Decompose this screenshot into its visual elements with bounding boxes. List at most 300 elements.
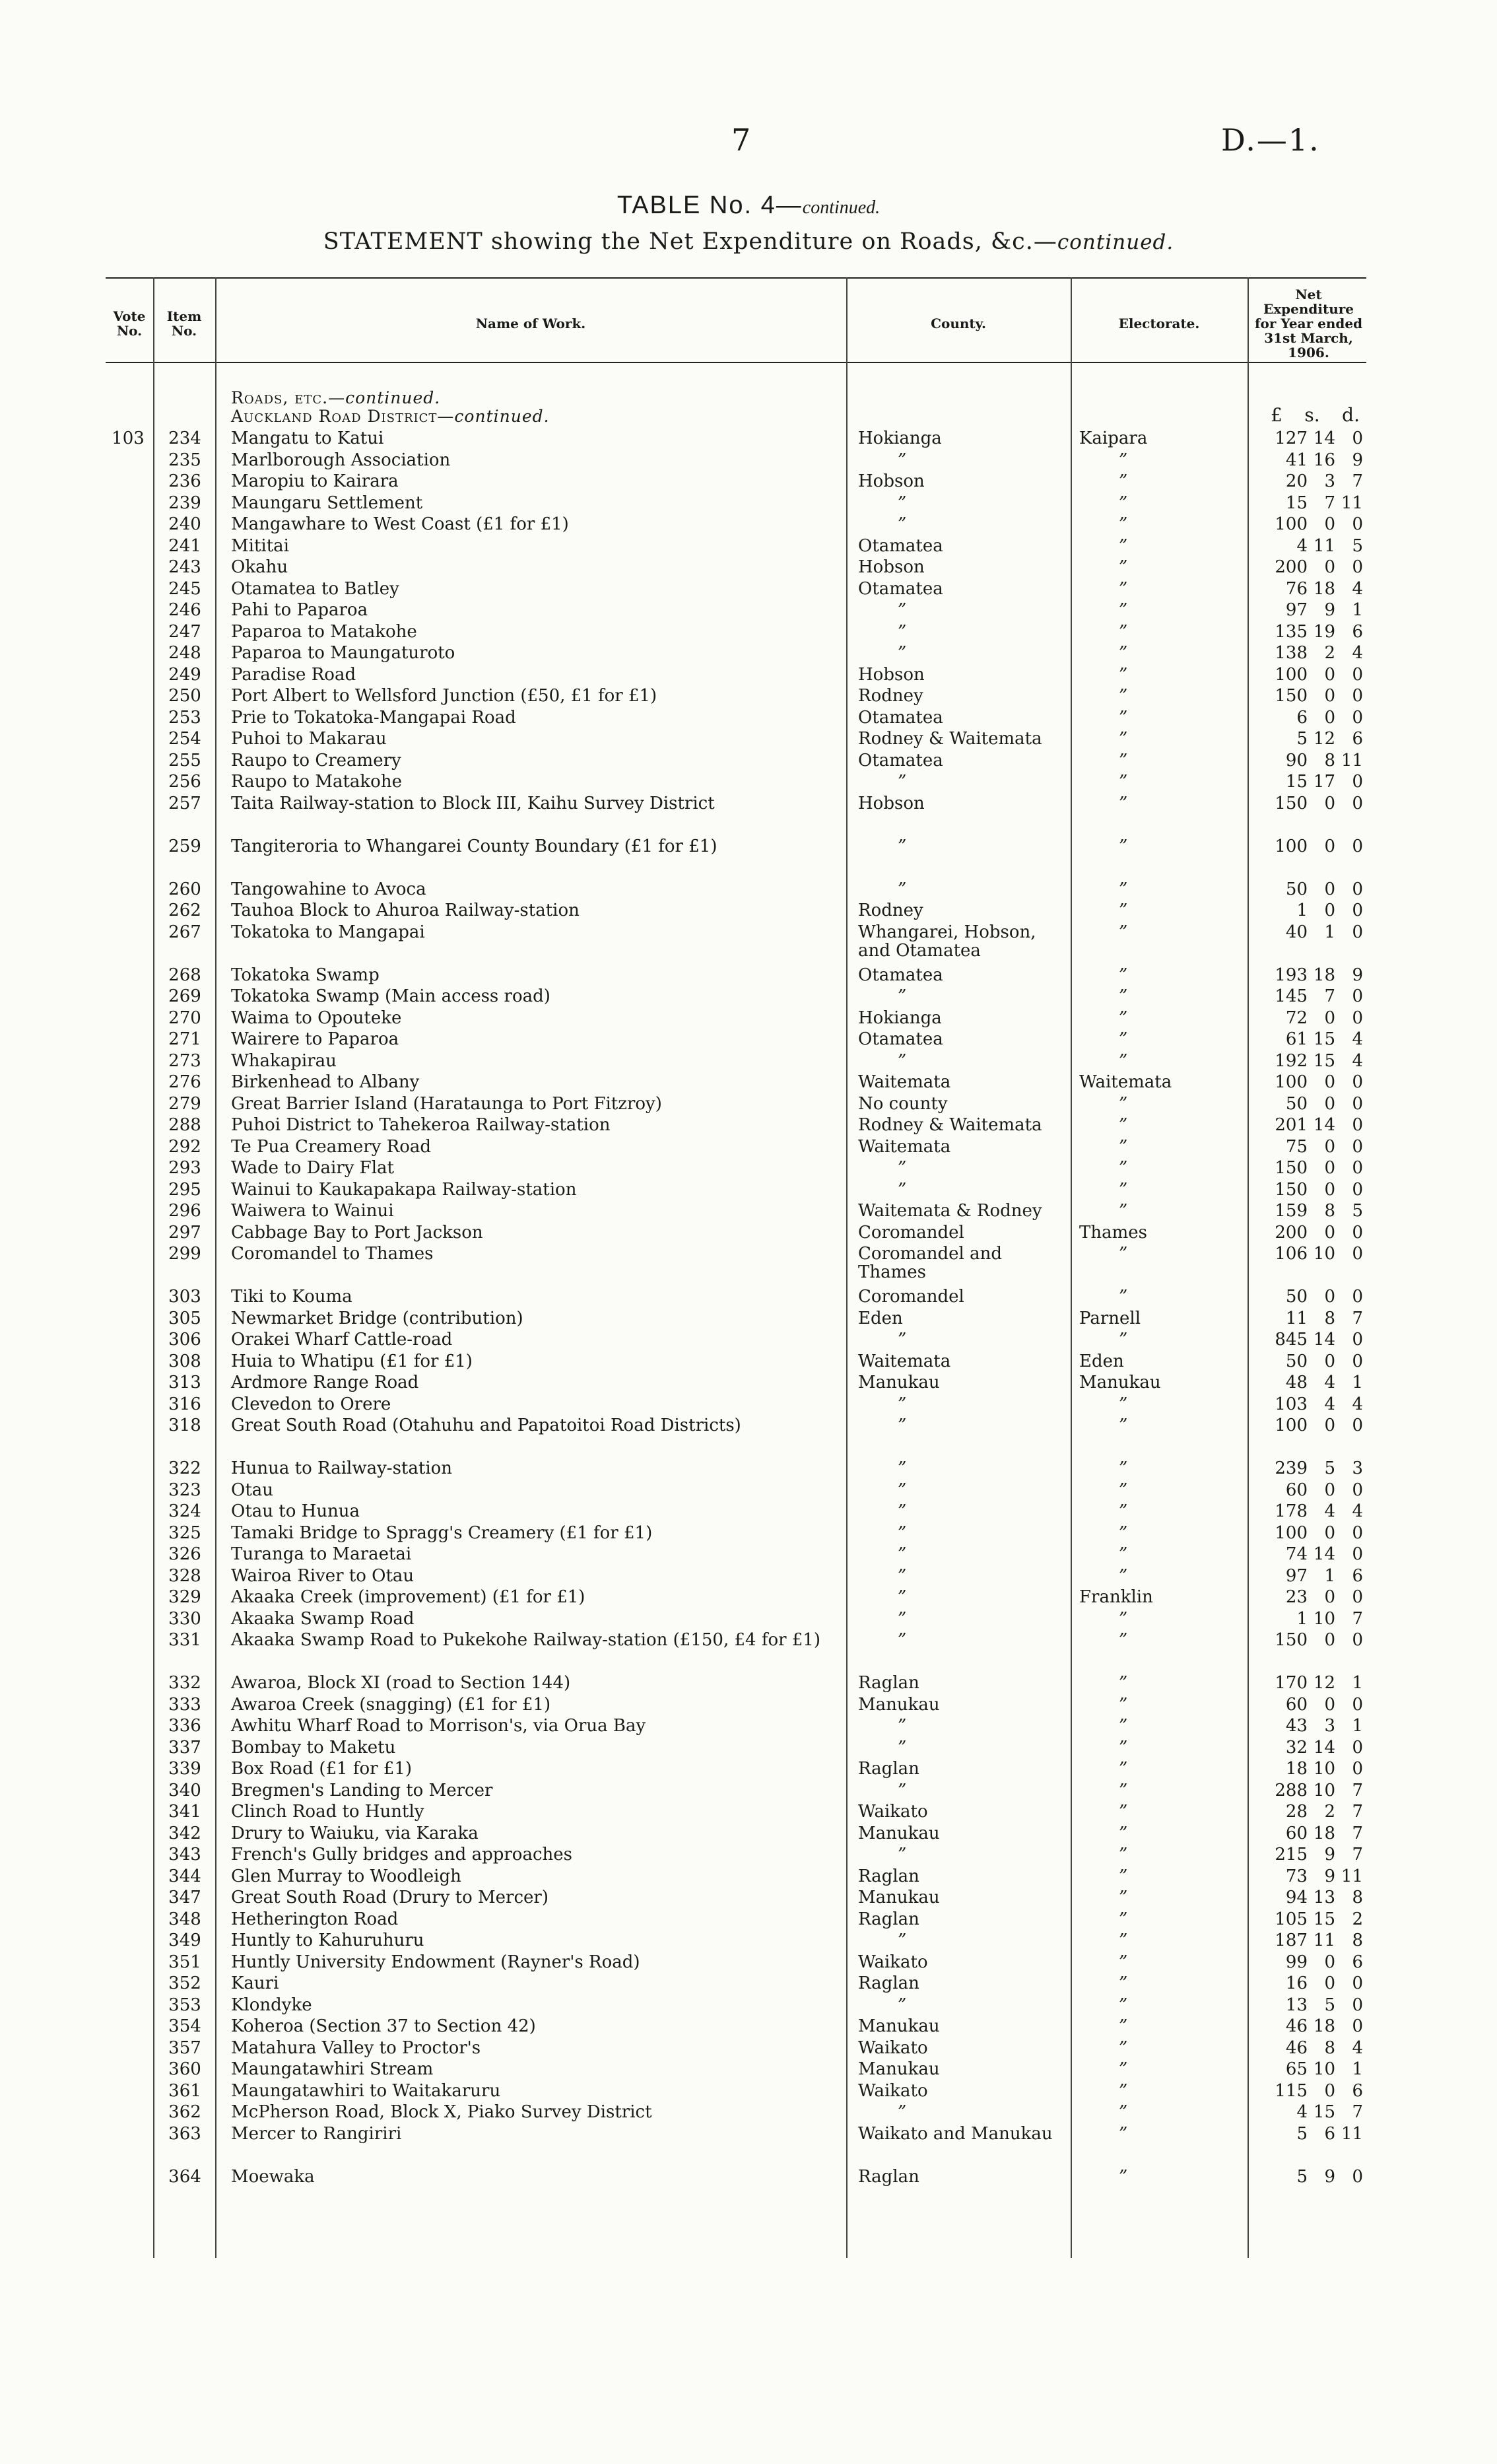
amount-pence: 0 <box>1352 1136 1363 1157</box>
work-name: Okahu <box>231 557 288 577</box>
amount-shillings: 8 <box>1324 750 1335 770</box>
table-top-rule <box>106 277 1366 279</box>
work-name: Awaroa, Block XI (road to Section 144) <box>231 1673 571 1693</box>
amount-pence: 11 <box>1341 2123 1363 2144</box>
item-number: 331 <box>168 1630 201 1650</box>
amount <box>1254 730 1363 748</box>
amount-pounds: 100 <box>1275 1523 1308 1543</box>
electorate-name: ” <box>1119 1480 1128 1500</box>
column-divider <box>153 277 154 2258</box>
amount-pounds: 150 <box>1275 1630 1308 1650</box>
work-name: Waima to Opouteke <box>231 1008 402 1028</box>
electorate-name: ” <box>1119 1093 1128 1114</box>
amount-shillings: 12 <box>1313 729 1335 749</box>
amount-shillings: 0 <box>1324 1630 1335 1650</box>
amount-pence: 7 <box>1352 1780 1363 1800</box>
electorate-name: ” <box>1119 1952 1128 1972</box>
amount-pence: 2 <box>1352 1909 1363 1929</box>
item-number: 305 <box>168 1308 201 1328</box>
amount-shillings: 0 <box>1324 664 1335 685</box>
amount-pounds: 50 <box>1285 1287 1308 1307</box>
county-name: ” <box>898 1565 907 1586</box>
county-name: Waitemata <box>858 1351 951 1371</box>
amount-shillings: 9 <box>1324 1866 1335 1886</box>
amount-shillings: 11 <box>1313 535 1335 556</box>
county-name: ” <box>898 1158 907 1178</box>
item-number: 340 <box>168 1780 201 1800</box>
work-name: Paradise Road <box>231 664 356 685</box>
work-name: Clinch Road to Huntly <box>231 1802 424 1822</box>
work-name: Tangiteroria to Whangarei County Boundary (£1 for £1) <box>231 836 717 856</box>
work-name: French's Gully bridges and approaches <box>231 1845 572 1865</box>
county-name: ” <box>898 1050 907 1071</box>
item-number: 348 <box>168 1909 201 1929</box>
amount-pounds: 845 <box>1275 1330 1308 1350</box>
amount-pounds: 170 <box>1275 1673 1308 1693</box>
amount-shillings: 0 <box>1324 1416 1335 1435</box>
amount-pence: 7 <box>1352 1308 1363 1328</box>
amount-shillings: 14 <box>1313 428 1335 448</box>
electorate-name: ” <box>1119 2016 1128 2036</box>
electorate-name: ” <box>1119 1416 1128 1435</box>
amount-pounds: 145 <box>1275 986 1308 1006</box>
county-name: ” <box>898 1737 907 1758</box>
electorate-name: ” <box>1119 1888 1128 1907</box>
amount <box>1254 1588 1363 1606</box>
amount-pounds: 150 <box>1275 1158 1308 1178</box>
county-name: Manukau <box>858 2059 940 2079</box>
column-divider <box>1071 277 1072 2258</box>
amount-shillings: 1 <box>1324 1565 1335 1586</box>
electorate-name: ” <box>1119 578 1128 599</box>
electorate-name: ” <box>1119 1630 1128 1650</box>
work-name: Akaaka Swamp Road to Pukekohe Railway-station (£150, £4 for £1) <box>231 1630 821 1650</box>
amount-shillings: 0 <box>1324 793 1335 813</box>
electorate-name: ” <box>1119 557 1128 577</box>
work-name: Paparoa to Maungaturoto <box>231 643 455 663</box>
electorate-name: ” <box>1119 2123 1128 2144</box>
electorate-name: ” <box>1119 1823 1128 1843</box>
electorate-name: ” <box>1119 471 1128 491</box>
work-name: Tokatoka Swamp <box>231 965 380 985</box>
table-subtitle-main: STATEMENT showing the Net Expenditure on Roads, &c.— <box>323 228 1057 255</box>
amount <box>1254 1159 1363 1177</box>
amount-pounds: 43 <box>1285 1716 1308 1736</box>
amount-pounds: 60 <box>1285 1480 1308 1500</box>
item-number: 339 <box>168 1759 201 1779</box>
amount-shillings: 8 <box>1324 1201 1335 1221</box>
amount-shillings: 8 <box>1324 1308 1335 1328</box>
county-name: Hokianga <box>858 428 942 448</box>
county-name: Manukau <box>858 1694 940 1715</box>
county-name: ” <box>898 1501 907 1521</box>
amount <box>1254 2168 1363 2186</box>
amount-shillings: 19 <box>1313 621 1335 642</box>
work-name: Raupo to Creamery <box>231 750 401 770</box>
amount-pence: 11 <box>1341 750 1363 770</box>
shillings-label: s. <box>1304 404 1320 426</box>
work-name: Wade to Dairy Flat <box>231 1158 394 1178</box>
county-name: ” <box>898 1716 907 1736</box>
electorate-name: ” <box>1119 1136 1128 1157</box>
amount-pounds: 15 <box>1285 493 1308 513</box>
item-number: 342 <box>168 1823 201 1843</box>
amount-pounds: 40 <box>1285 922 1308 942</box>
county-name: Rodney <box>858 901 923 920</box>
item-number: 303 <box>168 1287 201 1307</box>
item-number: 364 <box>168 2166 201 2187</box>
amount-pounds: 11 <box>1285 1308 1308 1328</box>
county-name: Otamatea <box>858 578 943 599</box>
work-name: Otau to Hunua <box>231 1501 360 1521</box>
item-number: 247 <box>168 621 201 642</box>
section-title-roads-continued: continued. <box>345 388 441 407</box>
amount-pounds: 28 <box>1285 1802 1308 1822</box>
header-electorate: Electorate. <box>1118 316 1200 331</box>
work-name: Marlborough Association <box>231 450 451 470</box>
work-name: Pahi to Paparoa <box>231 600 368 620</box>
county-name: Raglan <box>858 1973 919 1993</box>
amount <box>1254 1052 1363 1070</box>
amount-pounds: 178 <box>1275 1501 1308 1521</box>
amount-shillings: 15 <box>1313 1029 1335 1049</box>
amount <box>1254 1524 1363 1542</box>
table-title-continued: continued. <box>802 197 881 218</box>
amount-pence: 0 <box>1352 1523 1363 1543</box>
amount <box>1254 644 1363 662</box>
amount <box>1254 537 1363 555</box>
amount-shillings: 14 <box>1313 1115 1335 1135</box>
amount <box>1254 1824 1363 1843</box>
work-name: Wainui to Kaukapakapa Railway-station <box>231 1179 577 1200</box>
item-number: 328 <box>168 1565 201 1586</box>
amount <box>1254 1009 1363 1027</box>
amount-pounds: 5 <box>1296 729 1308 749</box>
amount-pence: 0 <box>1352 1694 1363 1715</box>
item-number: 243 <box>168 557 201 577</box>
amount-pence: 6 <box>1352 2080 1363 2101</box>
amount <box>1254 987 1363 1006</box>
amount <box>1254 1502 1363 1521</box>
item-number: 313 <box>168 1373 201 1392</box>
amount-pence: 0 <box>1352 986 1363 1006</box>
item-number: 259 <box>168 836 201 856</box>
item-number: 299 <box>168 1244 201 1264</box>
electorate-name: ” <box>1119 535 1128 556</box>
work-name: Birkenhead to Albany <box>231 1072 420 1092</box>
amount-pence: 0 <box>1352 1222 1363 1243</box>
work-name: Hunua to Railway-station <box>231 1458 453 1478</box>
item-number: 235 <box>168 450 201 470</box>
work-name: Great South Road (Otahuhu and Papatoitoi Road Districts) <box>231 1416 741 1435</box>
amount-shillings: 10 <box>1313 1244 1335 1264</box>
amount-shillings: 0 <box>1324 1287 1335 1307</box>
amount <box>1254 1073 1363 1091</box>
electorate-name: ” <box>1119 922 1128 942</box>
amount-pounds: 105 <box>1275 1909 1308 1929</box>
amount-pounds: 115 <box>1275 2080 1308 2101</box>
amount-pence: 11 <box>1341 1866 1363 1886</box>
amount-pence: 11 <box>1341 493 1363 513</box>
table-title <box>0 191 1497 220</box>
amount <box>1254 1352 1363 1371</box>
electorate-name: ” <box>1119 1501 1128 1521</box>
work-name: Awaroa Creek (snagging) (£1 for £1) <box>231 1694 551 1715</box>
electorate-name: ” <box>1119 2059 1128 2079</box>
amount-pence: 4 <box>1352 1029 1363 1049</box>
header-bottom-rule <box>106 362 1366 363</box>
county-name: ” <box>898 600 907 620</box>
amount-pence: 0 <box>1352 793 1363 813</box>
amount <box>1254 1138 1363 1156</box>
amount-pence: 0 <box>1352 1330 1363 1350</box>
county-name: ” <box>898 493 907 513</box>
item-number: 308 <box>168 1351 201 1371</box>
electorate-name: Eden <box>1079 1351 1124 1371</box>
amount-pounds: 23 <box>1285 1587 1308 1607</box>
amount-pounds: 192 <box>1275 1050 1308 1071</box>
electorate-name: ” <box>1119 729 1128 749</box>
amount-pounds: 150 <box>1275 1179 1308 1200</box>
electorate-name: ” <box>1119 1050 1128 1071</box>
amount <box>1254 1760 1363 1778</box>
electorate-name: ” <box>1119 493 1128 513</box>
work-name: Akaaka Creek (improvement) (£1 for £1) <box>231 1587 585 1607</box>
work-name: Maungatawhiri Stream <box>231 2059 434 2079</box>
work-name: Te Pua Creamery Road <box>231 1136 431 1157</box>
electorate-name: ” <box>1119 600 1128 620</box>
amount <box>1254 1395 1363 1414</box>
work-name: Puhoi to Makarau <box>231 729 387 749</box>
item-number: 332 <box>168 1673 201 1693</box>
county-name: Waikato <box>858 2037 928 2058</box>
electorate-name: ” <box>1119 1716 1128 1736</box>
amount-pounds: 15 <box>1285 772 1308 792</box>
amount <box>1254 1996 1363 2014</box>
item-number: 245 <box>168 578 201 599</box>
amount-pounds: 18 <box>1285 1759 1308 1779</box>
item-number: 329 <box>168 1587 201 1607</box>
amount <box>1254 794 1363 813</box>
amount <box>1254 880 1363 899</box>
amount-shillings: 2 <box>1324 1802 1335 1822</box>
county-name: Raglan <box>858 2166 919 2187</box>
amount-pounds: 76 <box>1285 578 1308 599</box>
amount-pence: 4 <box>1352 1050 1363 1071</box>
amount-pounds: 150 <box>1275 686 1308 706</box>
work-name: Huntly to Kahuruhuru <box>231 1931 424 1950</box>
work-name: Whakapirau <box>231 1050 337 1071</box>
electorate-name: ” <box>1119 836 1128 856</box>
electorate-name: ” <box>1119 1330 1128 1350</box>
amount-pounds: 20 <box>1285 471 1308 491</box>
item-number: 249 <box>168 664 201 685</box>
electorate-name: ” <box>1119 1973 1128 1993</box>
amount-pence: 0 <box>1352 557 1363 577</box>
amount-pounds: 61 <box>1285 1029 1308 1049</box>
amount-pounds: 4 <box>1296 2102 1308 2122</box>
electorate-name: ” <box>1119 1673 1128 1693</box>
header-item: Item No. <box>166 308 202 339</box>
electorate-name: ” <box>1119 879 1128 899</box>
section-title-roads-text: Roads, etc.— <box>231 388 346 407</box>
electorate-name: ” <box>1119 2080 1128 2101</box>
amount-pounds: 100 <box>1275 1416 1308 1435</box>
item-number: 246 <box>168 600 201 620</box>
amount-pence: 0 <box>1352 1737 1363 1758</box>
amount <box>1254 451 1363 469</box>
work-name: Hetherington Road <box>231 1909 399 1929</box>
amount <box>1254 1695 1363 1714</box>
electorate-name: ” <box>1119 2037 1128 2058</box>
item-number: 333 <box>168 1694 201 1715</box>
amount-pence: 6 <box>1352 1565 1363 1586</box>
amount <box>1254 1116 1363 1134</box>
amount-shillings: 6 <box>1324 2123 1335 2144</box>
item-number: 270 <box>168 1008 201 1028</box>
work-name: Paparoa to Matakohe <box>231 621 417 642</box>
amount-shillings: 0 <box>1324 707 1335 728</box>
item-number: 262 <box>168 901 201 920</box>
amount-pence: 0 <box>1352 1072 1363 1092</box>
electorate-name: Kaipara <box>1079 428 1148 448</box>
amount-shillings: 0 <box>1324 901 1335 920</box>
work-name: Turanga to Maraetai <box>231 1544 412 1564</box>
amount-pence: 1 <box>1352 600 1363 620</box>
work-name: Mangawhare to West Coast (£1 for £1) <box>231 514 569 534</box>
item-number: 240 <box>168 514 201 534</box>
county-name: Manukau <box>858 1888 940 1907</box>
electorate-name: ” <box>1119 1608 1128 1629</box>
amount-shillings: 0 <box>1324 1008 1335 1028</box>
amount-shillings: 0 <box>1324 1179 1335 1200</box>
item-number: 341 <box>168 1802 201 1822</box>
item-number: 292 <box>168 1136 201 1157</box>
county-name: Rodney <box>858 686 923 706</box>
electorate-name: ” <box>1119 1201 1128 1221</box>
amount-pounds: 50 <box>1285 879 1308 899</box>
table-subtitle <box>0 228 1497 255</box>
amount <box>1254 751 1363 770</box>
work-name: Prie to Tokatoka-Mangapai Road <box>231 707 516 728</box>
electorate-name: ” <box>1119 1029 1128 1049</box>
item-number: 351 <box>168 1952 201 1972</box>
pence-label: d. <box>1342 404 1360 426</box>
amount-pence: 7 <box>1352 1845 1363 1865</box>
item-number: 323 <box>168 1480 201 1500</box>
header-net-expenditure: Net Expenditure for Year ended 31st March, 1906. <box>1254 287 1363 360</box>
amount-pence: 0 <box>1352 772 1363 792</box>
work-name: Tauhoa Block to Ahuroa Railway-station <box>231 901 580 920</box>
county-name: Rodney & Waitemata <box>858 1115 1042 1135</box>
item-number: 354 <box>168 2016 201 2036</box>
amount <box>1254 666 1363 684</box>
county-name: ” <box>898 450 907 470</box>
amount <box>1254 1910 1363 1929</box>
electorate-name: Manukau <box>1079 1373 1161 1392</box>
amount <box>1254 623 1363 641</box>
electorate-name: ” <box>1119 1694 1128 1715</box>
item-number: 347 <box>168 1888 201 1907</box>
county-name: Raglan <box>858 1909 919 1929</box>
amount-pounds: 150 <box>1275 793 1308 813</box>
amount-pounds: 97 <box>1285 600 1308 620</box>
county-name: ” <box>898 1480 907 1500</box>
amount-pence: 4 <box>1352 2037 1363 2058</box>
amount <box>1254 837 1363 856</box>
item-number: 269 <box>168 986 201 1006</box>
electorate-name: ” <box>1119 1845 1128 1865</box>
item-number: 316 <box>168 1394 201 1414</box>
amount-pounds: 72 <box>1285 1008 1308 1028</box>
county-name: Waikato <box>858 1802 928 1822</box>
amount-pounds: 100 <box>1275 514 1308 534</box>
amount <box>1254 429 1363 448</box>
amount <box>1254 580 1363 598</box>
amount-pounds: 46 <box>1285 2037 1308 2058</box>
county-name: Manukau <box>858 1373 940 1392</box>
amount <box>1254 601 1363 619</box>
amount-pounds: 239 <box>1275 1458 1308 1478</box>
electorate-name: ” <box>1119 1158 1128 1178</box>
amount-pence: 0 <box>1352 1158 1363 1178</box>
amount <box>1254 1674 1363 1692</box>
county-name: Hobson <box>858 471 925 491</box>
amount-pence: 7 <box>1352 1608 1363 1629</box>
amount-pence: 4 <box>1352 1501 1363 1521</box>
amount-pounds: 159 <box>1275 1201 1308 1221</box>
item-number: 250 <box>168 686 201 706</box>
amount <box>1254 1867 1363 1886</box>
electorate-name: ” <box>1119 772 1128 792</box>
item-number: 255 <box>168 750 201 770</box>
work-name: Matahura Valley to Proctor's <box>231 2037 481 2058</box>
amount-pence: 7 <box>1352 2102 1363 2122</box>
work-name: Newmarket Bridge (contribution) <box>231 1308 523 1328</box>
electorate-name: ” <box>1119 1737 1128 1758</box>
amount-pence: 7 <box>1352 471 1363 491</box>
work-name: Orakei Wharf Cattle-road <box>231 1330 453 1350</box>
electorate-name: ” <box>1119 1523 1128 1543</box>
header-county: County. <box>931 316 986 331</box>
item-number: 363 <box>168 2123 201 2144</box>
amount-pounds: 103 <box>1275 1394 1308 1414</box>
amount <box>1254 1095 1363 1113</box>
work-name: Otamatea to Batley <box>231 578 399 599</box>
county-name: Coromandel <box>858 1287 964 1307</box>
amount <box>1254 1459 1363 1478</box>
amount <box>1254 901 1363 920</box>
item-number: 357 <box>168 2037 201 2058</box>
county-name: Coromandel <box>858 1222 964 1243</box>
electorate-name: ” <box>1119 1931 1128 1950</box>
item-number: 253 <box>168 707 201 728</box>
amount-shillings: 0 <box>1324 879 1335 899</box>
amount-pence: 4 <box>1352 578 1363 599</box>
item-number: 257 <box>168 793 201 813</box>
electorate-name: ” <box>1119 514 1128 534</box>
work-name: Klondyke <box>231 1995 312 2015</box>
work-name: Maropiu to Kairara <box>231 471 399 491</box>
amount <box>1254 1181 1363 1199</box>
amount-shillings: 1 <box>1324 922 1335 942</box>
item-number: 352 <box>168 1973 201 1993</box>
work-name: Mercer to Rangiriri <box>231 2123 402 2144</box>
work-name: Coromandel to Thames <box>231 1244 434 1264</box>
amount-pence: 4 <box>1352 1394 1363 1414</box>
item-number: 343 <box>168 1845 201 1865</box>
amount-pence: 6 <box>1352 729 1363 749</box>
